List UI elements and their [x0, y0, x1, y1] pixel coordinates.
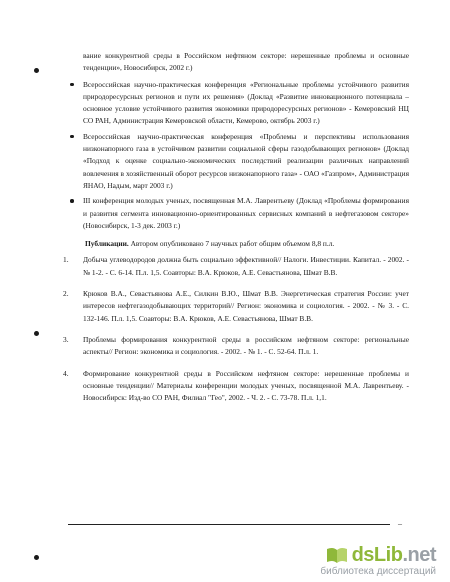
dslib-watermark[interactable]: [320, 545, 436, 577]
publication-number: 2.: [63, 289, 69, 299]
bullet-icon: [70, 199, 74, 203]
conference-text: Всероссийская научно-практическая конференция «Региональные проблемы устойчивого развития природоресурсных регионов и пути их решения» (Доклад «Развитие инновационного потенциала – основное условие устойчивого развития экономики природоресурсных регионов» - Кемеровский НЦ СО РАН, Администрация Кемеровской области, Кемерово, октябрь 2003 г.): [83, 79, 409, 126]
publication-item: [63, 254, 409, 279]
watermark-subtitle: библиотека диссертаций: [320, 566, 436, 577]
conference-text: Всероссийская научно-практическая конференция «Проблемы и перспективы использования низконапорного газа в устойчивом развитии социальной сферы газодобывающих регионов» (Доклад «Подход к оценке социально-экономических последствий реализации различных направлений вовлечения в хозяйственный оборот ресурсов низконапорного газа» - ОАО «Газпром», Администрация ЯНАО, Надым, март 2003 г.): [83, 131, 409, 190]
footer-dash: –: [398, 519, 402, 528]
bullet-icon: [70, 135, 74, 139]
publication-number: 1.: [63, 255, 69, 265]
publications-header: [63, 238, 409, 250]
continuation-paragraph: вание конкурентной среды в Российском нефтяном секторе: нерешенные проблемы и основные тенденции», Новосибирск, 2002 г.): [83, 51, 409, 73]
publication-text: Крюков В.А., Севастьянова А.Е., Силкин В.Ю., Шмат В.В. Энергетическая стратегия России: учет интересов нефтегазодобывающих территорий// Регион: экономика и социология. - 2002. - № 3. - С. 132-146. П.л. 1,5. Соавторы: В.А. Крюков, А.Е. Севастьянова, Шмат В.В.: [83, 289, 409, 323]
watermark-logo: [352, 545, 436, 565]
open-book-icon: [326, 546, 348, 564]
publication-number: 3.: [63, 334, 69, 344]
watermark-logo-row: [320, 545, 436, 565]
document-body: [63, 50, 409, 413]
logo-ds: dsLib: [351, 544, 403, 566]
conference-text: III конференция молодых ученых, посвященная М.А. Лаврентьеву (Доклад «Проблемы формирования и развития сегмента инновационно-ориентированных сервисных компаний в нефтегазовом секторе» (Новосибирск, 1-3 дек. 2003 г.): [83, 196, 409, 230]
logo-net: .net: [402, 544, 436, 566]
publication-item: [63, 288, 409, 325]
publications-summary: Автором опубликовано 7 научных работ общим объемом 8,8 п.л.: [128, 239, 335, 249]
bullet-icon: [70, 83, 74, 87]
conference-list: [63, 79, 409, 233]
publication-text: Добыча углеводородов должна быть социально эффективной// Налоги. Инвестиции. Капитал. - 2002. - № 1-2. - С. 6-14. П.л. 1,5. Соавторы: В.А. Крюков, А.Е. Севастьянова, Шмат В.В.: [83, 255, 409, 277]
footnote-divider: [68, 524, 390, 525]
publication-item: [63, 334, 409, 359]
publication-number: 4.: [63, 368, 69, 378]
publication-text: Проблемы формирования конкурентной среды в российском нефтяном секторе: региональные аспекты// Регион: экономика и социология. - 2002. - № 1. - С. 52-64. П.л. 1.: [83, 334, 409, 357]
conference-item: [63, 195, 409, 232]
publications-label: Публикации.: [85, 239, 129, 249]
margin-mark: [34, 555, 39, 560]
margin-mark: [34, 331, 39, 336]
margin-mark: [34, 68, 39, 73]
conference-item: [63, 131, 409, 192]
conference-item: [63, 79, 409, 128]
publication-item: [63, 368, 409, 405]
publication-text: Формирование конкурентной среды в Российском нефтяном секторе: нерешенные проблемы и основные тенденции// Материалы конференции молодых ученых, посвященной М.А. Лаврентьеву. - Новосибирск: Изд-во СО РАН, Филиал "Гео", 2002. - Ч. 2. - С. 73-78. П.л. 1,1.: [83, 368, 409, 403]
publication-list: [63, 254, 409, 404]
